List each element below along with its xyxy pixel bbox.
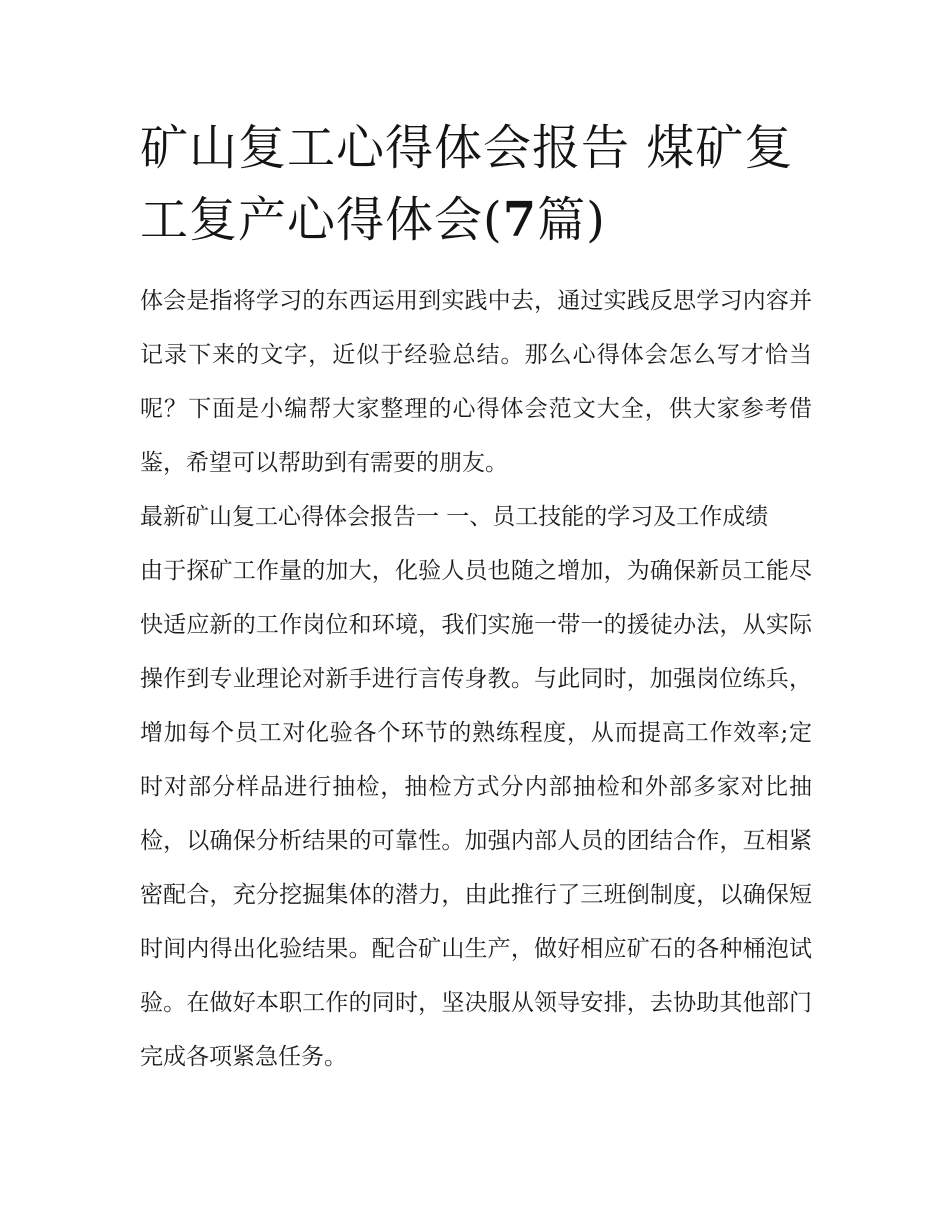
title-count: 7	[502, 192, 538, 248]
document-title	[140, 112, 812, 256]
body-paragraph: 由于探矿工作量的加大，化验人员也随之增加，为确保新员工能尽快适应新的工作岗位和环境，我们实施一带一的援徒办法，从实际操作到专业理论对新手进行言传身教。与此同时，加强岗位练兵，增加每个员工对化验各个环节的熟练程度，从而提高工作效率;定时对部分样品进行抽检，抽检方式分内部抽检和外部多家对比抽检，以确保分析结果的可靠性。加强内部人员的团结合作，互相紧密配合，充分挖掘集体的潜力，由此推行了三班倒制度，以确保短时间内得出化验结果。配合矿山生产，做好相应矿石的各种桶泡试验。在做好本职工作的同时，坚决服从领导安排，去协助其他部门完成各项紧急任务。	[140, 558, 812, 1070]
intro-paragraph: 体会是指将学习的东西运用到实践中去，通过实践反思学习内容并记录下来的文字，近似于经验总结。那么心得体会怎么写才恰当呢？下面是小编帮大家整理的心得体会范文大全，供大家参考借鉴，希望可以帮助到有需要的朋友。	[140, 288, 812, 476]
document-content	[140, 112, 812, 1084]
title-main-text: 矿山复工心得体会报告 煤矿复工复产心得体会(	[140, 120, 794, 248]
title-end-text: 篇)	[537, 192, 606, 248]
section-heading: 最新矿山复工心得体会报告一 一、员工技能的学习及工作成绩	[140, 504, 769, 530]
